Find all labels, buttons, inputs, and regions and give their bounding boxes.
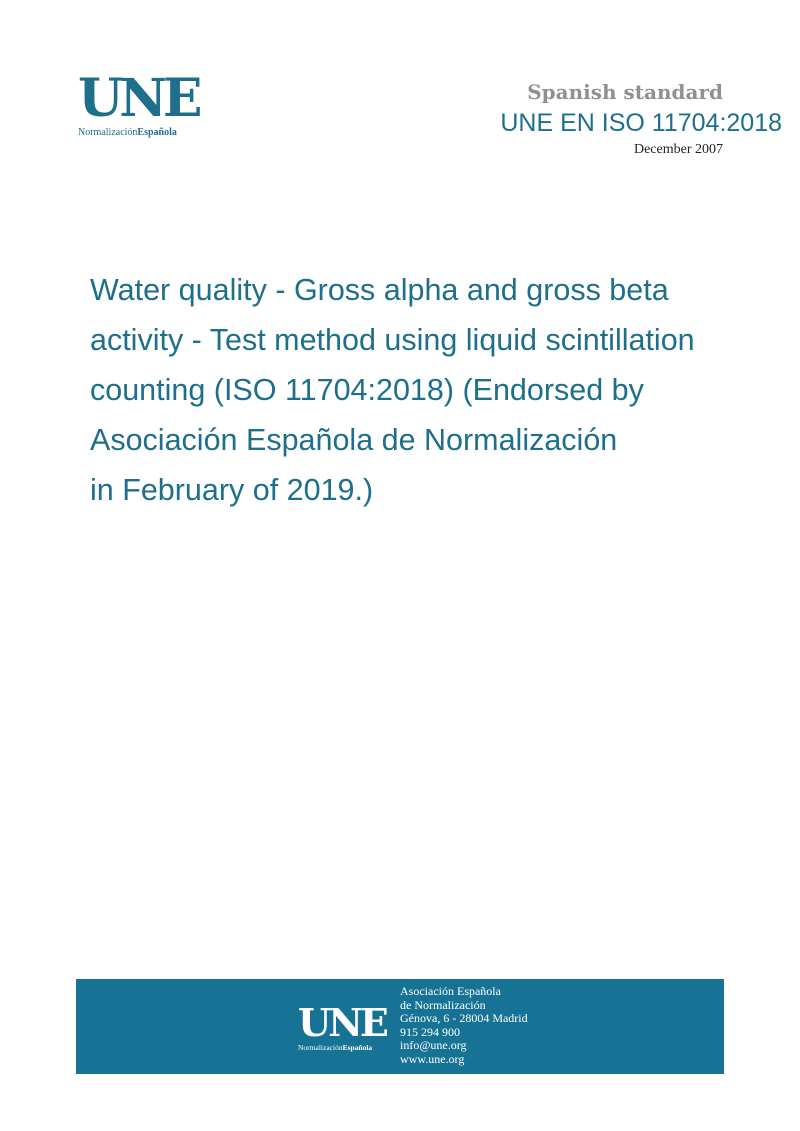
footer-logo-sub-bold: Española [342, 1043, 373, 1052]
title-line: Asociación Española de Normalización [90, 423, 618, 457]
logo-sub-regular: Normalización [78, 127, 138, 138]
footer-logo-sub-regular: Normalización [298, 1043, 343, 1052]
footer-logo-word: UNE [298, 1000, 386, 1045]
footer-address [400, 985, 528, 1067]
title-line: in February of 2019.) [90, 473, 374, 507]
footer-email-link[interactable]: info@une.org [400, 1038, 467, 1053]
footer-band [76, 979, 724, 1074]
footer-org-line-1: Asociación Española [400, 984, 501, 998]
title-line: activity - Test method using liquid scintillation [90, 323, 695, 357]
une-logo-word: UNE [78, 68, 199, 129]
footer-org-line-2: de Normalización [400, 997, 486, 1012]
standard-code: UNE EN ISO 11704:2018 [500, 109, 782, 137]
standard-kicker: Spanish standard [527, 80, 723, 104]
standard-date: December 2007 [633, 142, 723, 157]
document-title [90, 265, 750, 515]
logo-sub-bold: Española [137, 127, 177, 138]
title-line: Water quality - Gross alpha and gross beta [90, 273, 669, 307]
une-logo [78, 68, 199, 138]
footer-phone: 915 294 900 [400, 1024, 460, 1039]
footer-street: Génova, 6 - 28004 Madrid [400, 1011, 528, 1026]
footer-website-link[interactable]: www.une.org [400, 1051, 465, 1066]
title-line: counting (ISO 11704:2018) (Endorsed by [90, 373, 644, 407]
footer-une-logo [298, 1000, 386, 1052]
